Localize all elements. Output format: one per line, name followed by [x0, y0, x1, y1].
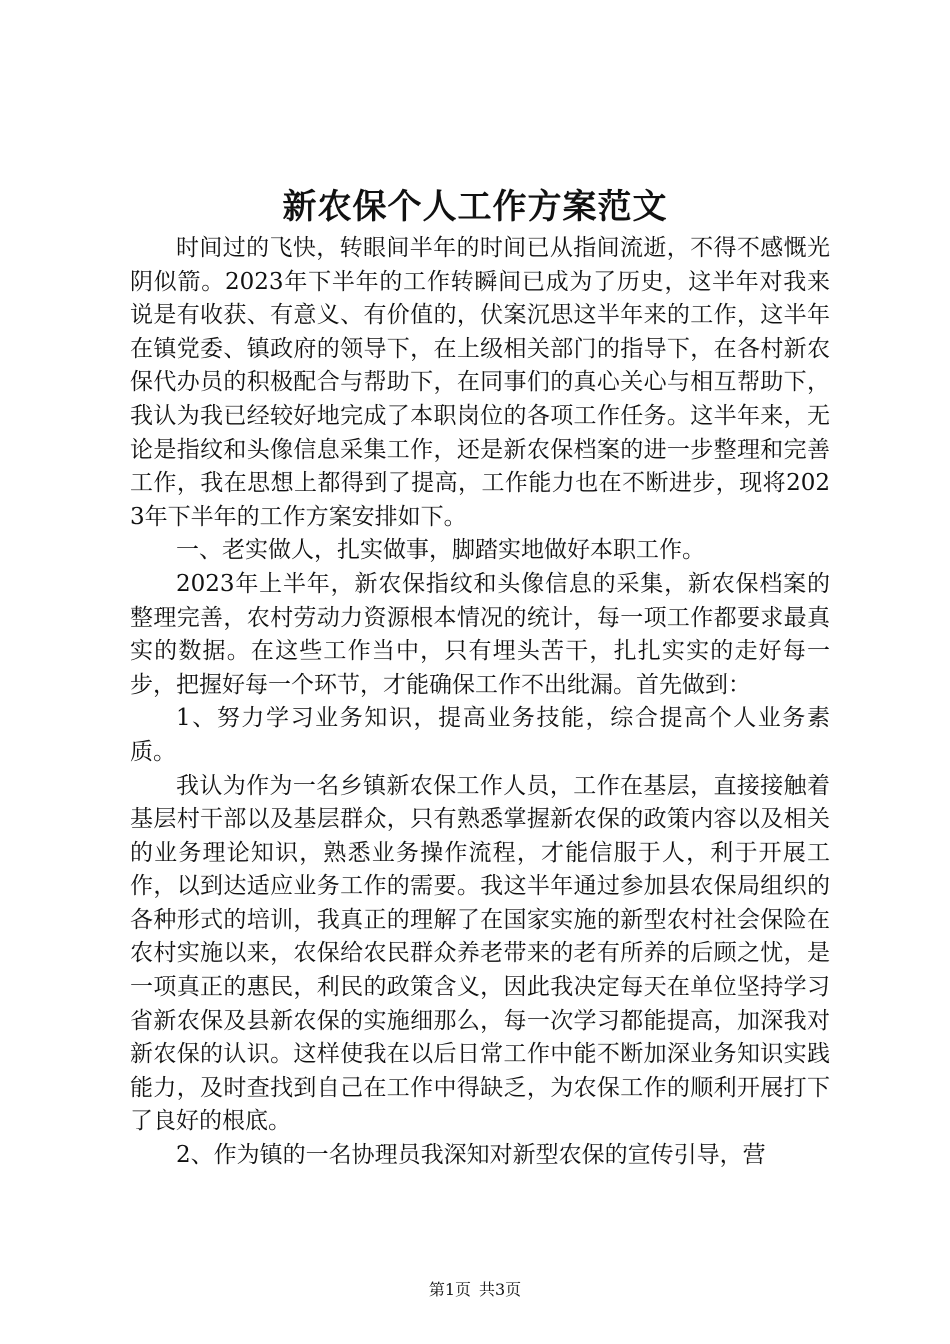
- paragraph-subsection-1: 我认为作为一名乡镇新农保工作人员，工作在基层，直接接触着基层村干部以及基层群众，只有熟悉掌握新农保的政策内容以及相关的业务理论知识，熟悉业务操作流程，才能信服于人，利于开展工作，以到达适应业务工作的需要。我这半年通过参加县农保局组织的各种形式的培训，我真正的理解了在国家实施的新型农村社会保险在农村实施以来，农保给农民群众养老带来的老有所养的后顾之忧，是一项真正的惠民，利民的政策含义，因此我决定每天在单位坚持学习省新农保及县新农保的实施细那么，每一次学习都能提高，加深我对新农保的认识。这样使我在以后日常工作中能不断加深业务知识实践能力，及时查找到自己在工作中得缺乏，为农保工作的顺利开展打下了良好的根底。: [130, 772, 830, 1135]
- page-footer: [0, 1280, 950, 1300]
- page-number: 第1页: [428, 1280, 471, 1299]
- subheading-2: 2、作为镇的一名协理员我深知对新型农保的宣传引导，营: [176, 1142, 766, 1169]
- paragraph-intro: 时间过的飞快，转眼间半年的时间已从指间流逝，不得不感慨光阴似箭。2023年下半年的工作转瞬间已成为了历史，这半年对我来说是有收获、有意义、有价值的，伏案沉思这半年来的工作，这半年在镇党委、镇政府的领导下，在上级相关部门的指导下，在各村新农保代办员的积极配合与帮助下，在同事们的真心关心与相互帮助下，我认为我已经较好地完成了本职岗位的各项工作任务。这半年来，无论是指纹和头像信息采集工作，还是新农保档案的进一步整理和完善工作，我在思想上都得到了提高，工作能力也在不断进步，现将2023年下半年的工作方案安排如下。: [130, 235, 830, 530]
- section-heading-1: 一、老实做人，扎实做事，脚踏实地做好本职工作。: [176, 537, 705, 564]
- total-pages: 共3页: [479, 1280, 522, 1299]
- paragraph-section-1: 2023年上半年，新农保指纹和头像信息的采集，新农保档案的整理完善，农村劳动力资源根本情况的统计，每一项工作都要求最真实的数据。在这些工作当中，只有埋头苦干，扎扎实实的走好每一步，把握好每一个环节，才能确保工作不出纰漏。首先做到：: [130, 570, 830, 698]
- page-title: 新农保个人工作方案范文: [282, 187, 668, 227]
- document-body: [130, 232, 830, 1173]
- subheading-1: 1、努力学习业务知识，提高业务技能，综合提高个人业务素质。: [130, 705, 830, 765]
